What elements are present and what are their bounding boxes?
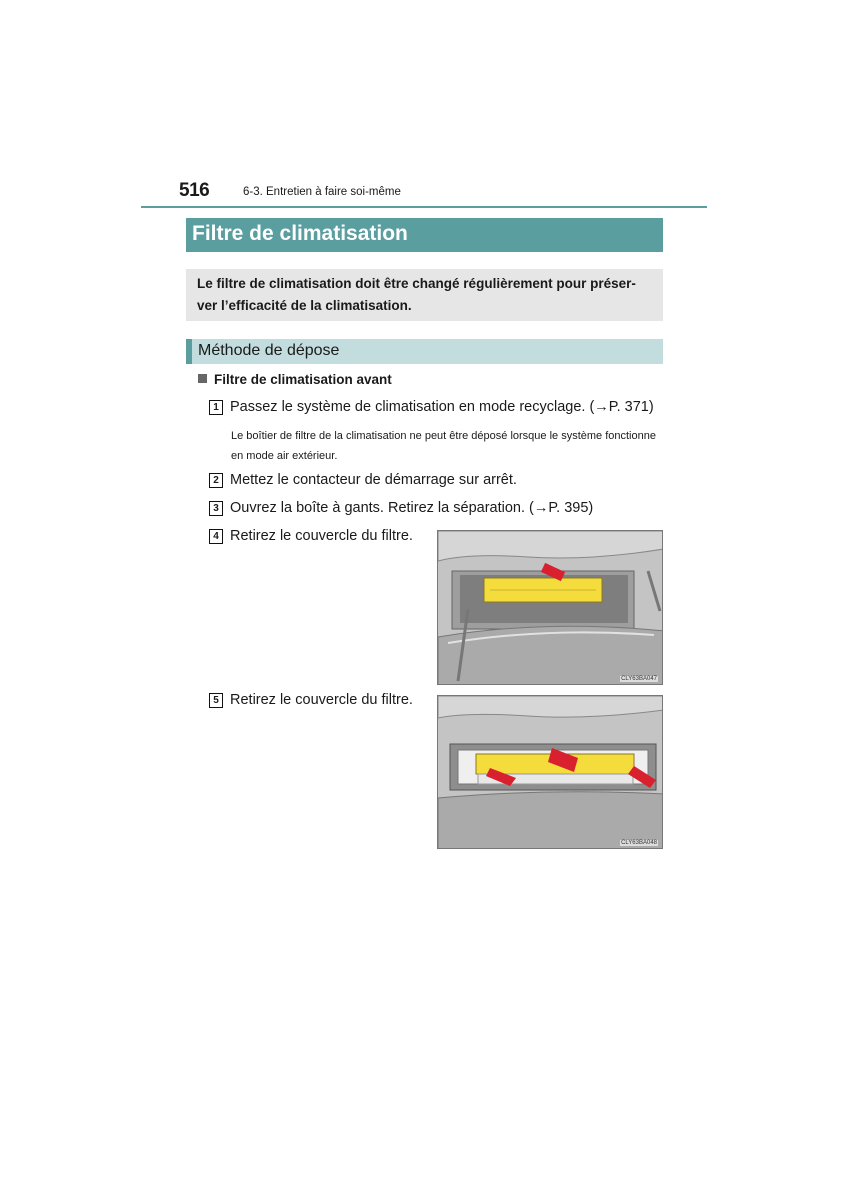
step-4 [209, 528, 413, 544]
step-text: Mettez le contacteur de démarrage sur arrêt. [230, 472, 517, 488]
subsection-heading [186, 339, 663, 364]
running-head: 6-3. Entretien à faire soi-même [243, 186, 401, 198]
filter-heading-text: Filtre de climatisation avant [214, 372, 392, 387]
step-number: 4 [209, 529, 223, 544]
intro-text: Le filtre de climatisation doit être changé régulièrement pour préser-ver l’efficacité de la climatisation. [197, 276, 636, 313]
step-text: Retirez le couvercle du filtre. [230, 692, 413, 708]
step-number: 3 [209, 501, 223, 516]
step-number: 2 [209, 473, 223, 488]
figure-filter-cover-removal [437, 695, 663, 849]
step-1 [209, 399, 654, 415]
step-3 [209, 500, 593, 516]
step-1-note: Le boîtier de filtre de la climatisation ne peut être déposé lorsque le système fonctionne en mode air extérieur. [231, 430, 656, 462]
step-text: Retirez le couvercle du filtre. [230, 528, 413, 544]
filter-removal-illustration [438, 696, 663, 849]
figure-code: CLY63BA048 [621, 840, 657, 846]
step-2 [209, 472, 517, 488]
subsection-heading-text: Méthode de dépose [198, 342, 340, 359]
section-title: Filtre de climatisation [186, 218, 663, 252]
header-rule [141, 206, 707, 208]
square-bullet-icon [198, 374, 207, 383]
step-text: Ouvrez la boîte à gants. Retirez la séparation. (→P. 395) [230, 500, 594, 516]
filter-heading [198, 372, 392, 387]
step-text: Passez le système de climatisation en mode recyclage. (→P. 371) [230, 399, 654, 415]
step-5 [209, 692, 413, 708]
intro-box [186, 269, 663, 321]
step-number: 1 [209, 400, 223, 415]
page-number: 516 [179, 180, 210, 201]
figure-code: CLY63BA047 [621, 676, 657, 682]
glovebox-illustration [438, 531, 663, 685]
figure-glovebox-filter-cover [437, 530, 663, 685]
step-number: 5 [209, 693, 223, 708]
